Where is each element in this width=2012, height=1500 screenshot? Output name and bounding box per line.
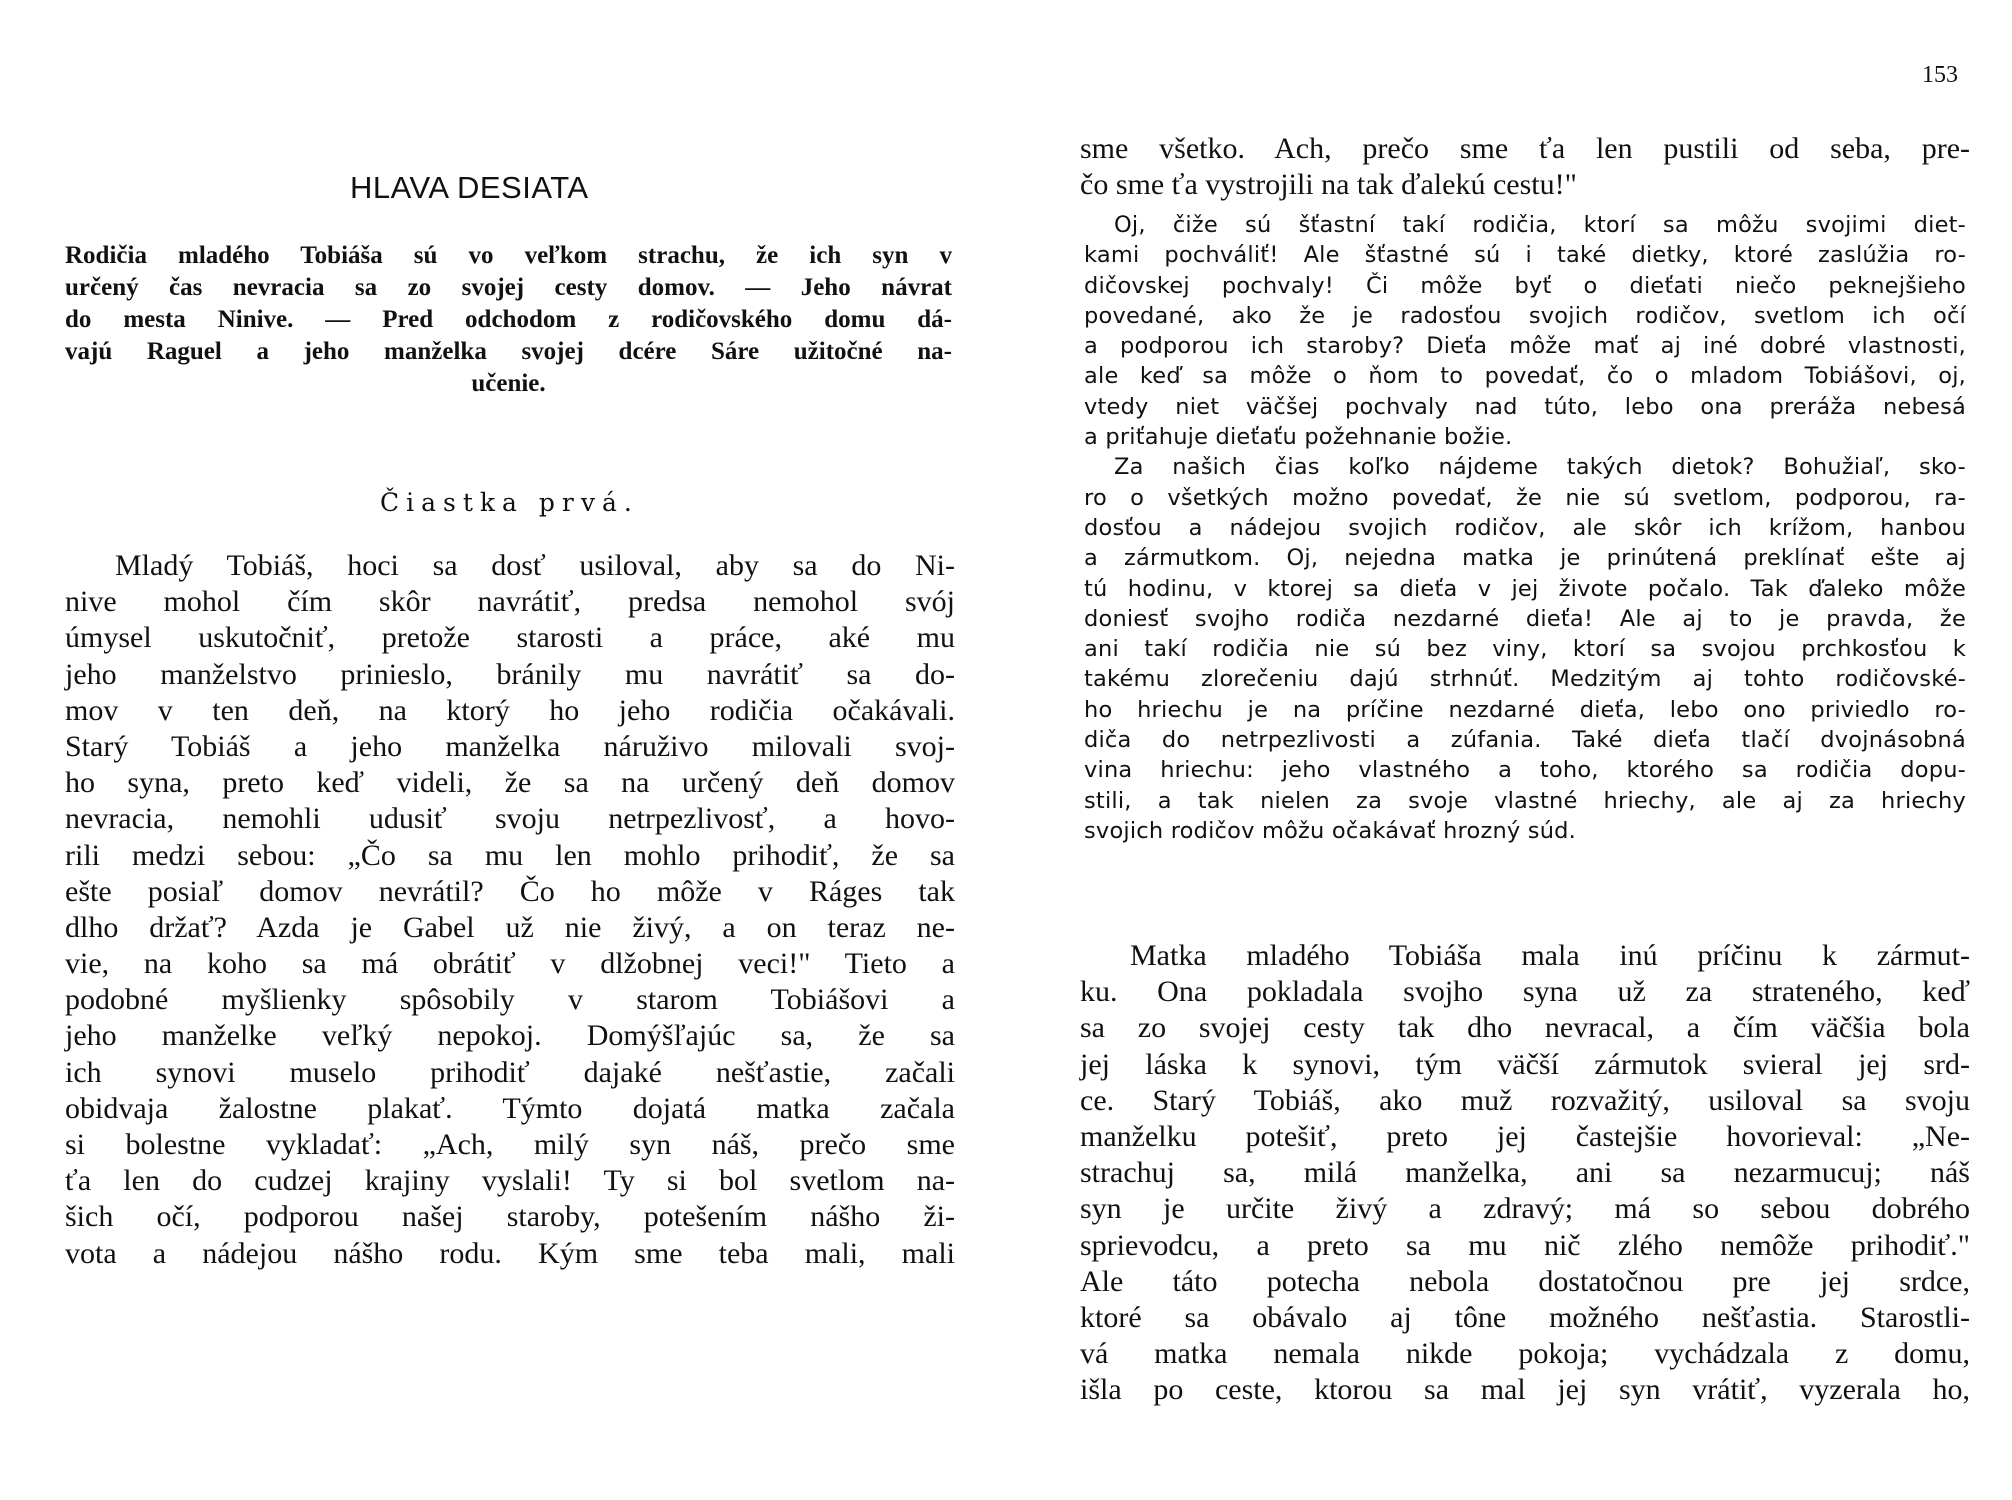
text-line: nevracia, nemohli udusiť svoju netrpezlivosť, a hovo-	[65, 802, 955, 836]
commentary-line: dičovskej pochvaly! Či môže byť o dieťati niečo peknejšieho	[1084, 272, 1966, 299]
text-line: sa zo svojej cesty tak dho nevracal, a čím väčšia bola	[1080, 1011, 1970, 1045]
text-line: vá matka nemala nikde pokoja; vychádzala z domu,	[1080, 1337, 1970, 1371]
text-line: šich očí, podporou našej staroby, potešením nášho ži-	[65, 1200, 955, 1234]
summary-line: určený čas nevracia sa zo svojej cesty domov. — Jeho návrat	[65, 274, 952, 301]
commentary-line: a priťahuje dieťaťu požehnanie božie.	[1084, 424, 1513, 451]
commentary-line: ho hriechu je na príčine nezdarné dieťa, lebo ono priviedlo ro-	[1084, 696, 1966, 723]
commentary-line: ro o všetkých možno povedať, že nie sú svetlom, podporou, ra-	[1084, 484, 1966, 511]
text-line: ťa len do cudzej krajiny vyslali! Ty si bol svetlom na-	[65, 1164, 955, 1198]
text-line: išla po ceste, ktorou sa mal jej syn vrátiť, vyzerala ho,	[1080, 1373, 1970, 1407]
text-line: ešte posiaľ domov nevrátil? Čo ho môže v Ráges tak	[65, 874, 955, 908]
text-line: mov v ten deň, na ktorý ho jeho rodičia očakávali.	[65, 693, 955, 727]
body-paragraph	[65, 548, 955, 1272]
commentary-line: vina hriechu: jeho vlastného a toho, ktorého sa rodičia dopu-	[1084, 757, 1966, 784]
commentary-line: vtedy niet väčšej pochvaly nad túto, lebo ona preráža nebesá	[1084, 393, 1966, 420]
text-line: si bolestne vykladať: „Ach, milý syn náš, prečo sme	[65, 1128, 955, 1161]
text-line: čo sme ťa vystrojili na tak ďalekú cestu!"	[1080, 168, 1577, 202]
text-line: Mladý Tobiáš, hoci sa dosť usiloval, aby sa do Ni-	[115, 549, 955, 582]
commentary-line: ale keď sa môže o ňom to povedať, čo o mladom Tobiášovi, oj,	[1084, 363, 1966, 390]
text-line: dlho držať? Azda je Gabel už nie živý, a on teraz ne-	[65, 910, 955, 944]
body-paragraph-continued	[1080, 131, 1970, 203]
text-line: syn je určite živý a zdravý; má so sebou dobrého	[1080, 1192, 1970, 1226]
body-paragraph	[1080, 938, 1970, 1408]
commentary-block	[1084, 210, 1966, 846]
text-line: Matka mladého Tobiáša mala inú príčinu k zármut-	[1130, 939, 1970, 972]
summary-line: Rodičia mladého Tobiáša sú vo veľkom strachu, že ich syn v	[65, 242, 952, 269]
text-line: obidvaja žalostne plakať. Týmto dojatá matka začala	[65, 1091, 955, 1125]
text-line: úmysel uskutočniť, pretože starosti a práce, aké mu	[65, 621, 955, 655]
text-line: ktoré sa obávalo aj tône možného nešťastia. Starostli-	[1080, 1300, 1970, 1334]
text-line: podobné myšlienky spôsobily v starom Tobiášovi a	[65, 983, 955, 1017]
text-line: ich synovi muselo prihodiť dajaké nešťastie, začali	[65, 1055, 955, 1089]
commentary-line: takému zlorečeniu dajú strhnúť. Medzitým aj tohto rodičovské-	[1084, 666, 1966, 693]
text-line: nive mohol čím skôr navrátiť, predsa nemohol svój	[65, 585, 955, 619]
commentary-line: diča do netrpezlivosti a zúfania. Také dieťa tlačí dvojnásobná	[1084, 727, 1966, 754]
commentary-line: dosťou a nádejou svojich rodičov, ale skôr ich krížom, hanbou	[1084, 514, 1966, 541]
text-line: sprievodcu, a preto sa mu nič zlého nemôže prihodiť."	[1080, 1228, 1970, 1262]
commentary-line: a zármutkom. Oj, nejedna matka je prinútená preklínať ešte aj	[1084, 545, 1966, 572]
text-line: manželku potešiť, preto jej častejšie hovorieval: „Ne-	[1080, 1119, 1970, 1153]
commentary-line: ani takí rodičia nie sú bez viny, ktorí sa svojou prchkosťou k	[1084, 636, 1966, 663]
text-line: ho syna, preto keď videli, že sa na určený deň domov	[65, 766, 955, 800]
commentary-line: kami pochváliť! Ale šťastné sú i také dietky, ktoré zaslúžia ro-	[1084, 242, 1966, 269]
commentary-line: Oj, čiže sú šťastní takí rodičia, ktorí sa môžu svojimi diet-	[1114, 212, 1966, 238]
text-line: ku. Ona pokladala svojho syna už za strateného, keď	[1080, 975, 1970, 1009]
text-line: vota a nádejou nášho rodu. Kým sme teba mali, mali	[65, 1236, 955, 1270]
text-line: jeho manželke veľký nepokoj. Domýšľajúc sa, že sa	[65, 1019, 955, 1053]
right-page	[1006, 0, 2012, 1500]
commentary-line: tú hodinu, v ktorej sa dieťa v jej živote počalo. Tak ďaleko môže	[1084, 575, 1966, 602]
text-line: vie, na koho sa má obrátiť v dlžobnej veci!" Tieto a	[65, 947, 955, 981]
text-line: rili medzi sebou: „Čo sa mu len mohlo prihodiť, že sa	[65, 838, 955, 872]
text-line: Ale táto potecha nebola dostatočnou pre jej srdce,	[1080, 1264, 1970, 1298]
text-line: sme všetko. Ach, prečo sme ťa len pustili od seba, pre-	[1080, 132, 1970, 165]
commentary-line: Za našich čias koľko nájdeme takých dietok? Bohužiaľ, sko-	[1114, 454, 1966, 481]
chapter-title: HLAVA DESIATA	[350, 170, 589, 205]
summary-line: vajú Raguel a jeho manželka svojej dcére Sáre užitočné na-	[65, 338, 952, 365]
text-line: jeho manželstvo prinieslo, bránily mu navrátiť sa do-	[65, 657, 955, 691]
text-line: ce. Starý Tobiáš, ako muž rozvažitý, usiloval sa svoju	[1080, 1083, 1970, 1117]
commentary-line: povedané, ako že je radosťou svojich rodičov, svetlom ich očí	[1084, 302, 1966, 329]
page-number: 153	[1922, 62, 1958, 88]
chapter-summary	[65, 240, 952, 400]
commentary-line: a podporou ich staroby? Dieťa môže mať aj iné dobré vlastnosti,	[1084, 333, 1966, 360]
section-heading: Čiastka prvá.	[380, 488, 639, 517]
summary-line: učenie.	[471, 370, 546, 397]
commentary-line: svojich rodičov môžu očakávať hrozný súd.	[1084, 817, 1577, 844]
text-line: Starý Tobiáš a jeho manželka náruživo milovali svoj-	[65, 729, 955, 763]
text-line: jej láska k synovi, tým väčší zármutok svieral jej srd-	[1080, 1047, 1970, 1081]
commentary-line: doniesť svojho rodiča nezdarné dieťa! Ale aj to je pravda, že	[1084, 605, 1966, 632]
summary-line: do mesta Ninive. — Pred odchodom z rodičovského domu dá-	[65, 306, 952, 333]
text-line: strachuj sa, milá manželka, ani sa nezarmucuj; náš	[1080, 1156, 1970, 1190]
commentary-line: stili, a tak nielen za svoje vlastné hriechy, ale aj za hriechy	[1084, 787, 1966, 814]
